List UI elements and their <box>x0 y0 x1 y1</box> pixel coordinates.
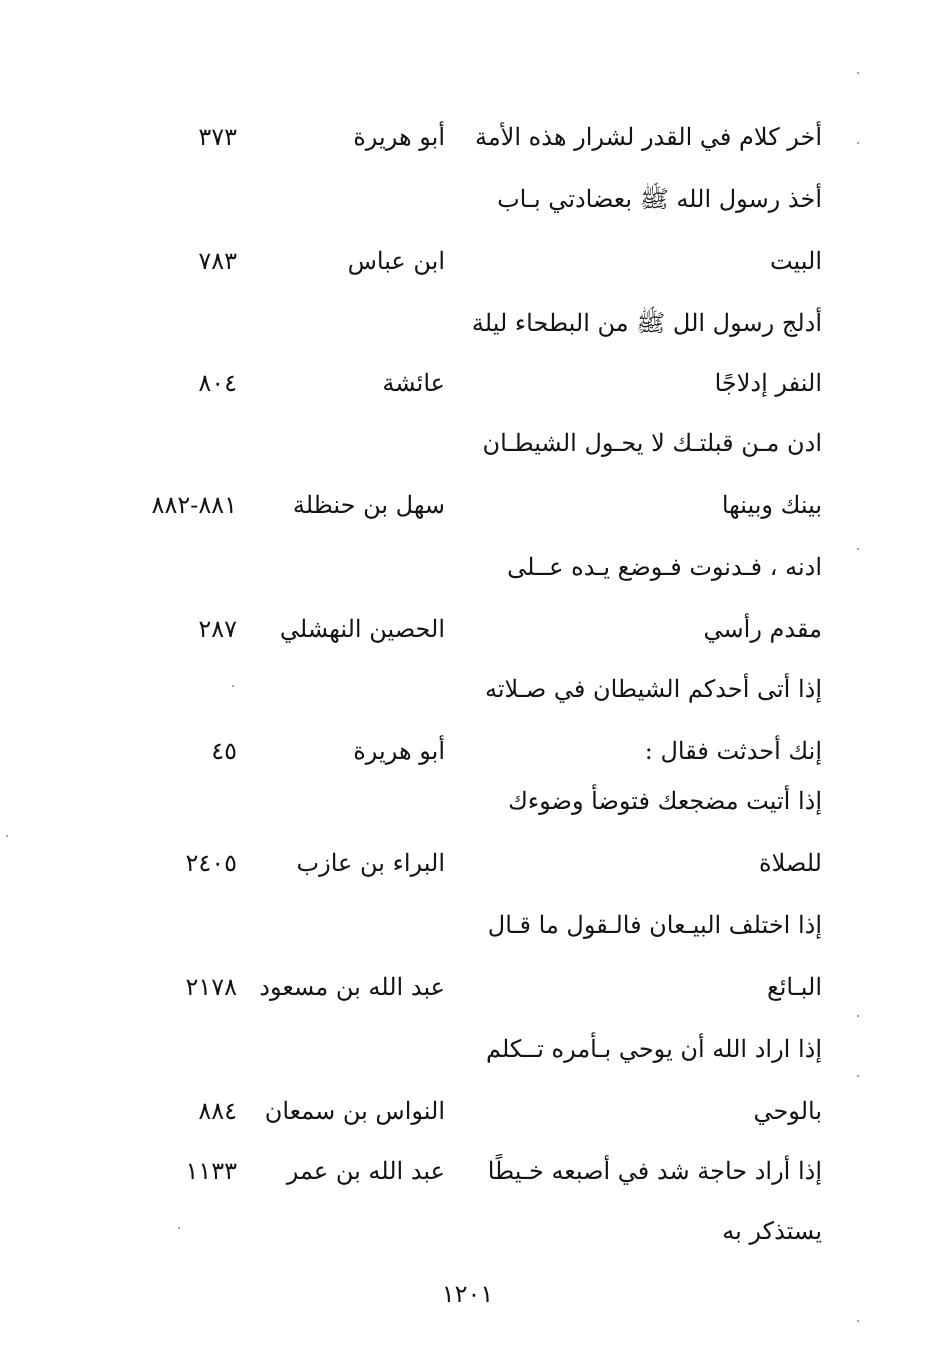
hadith-text: مقدم رأسي <box>703 615 822 643</box>
index-entry-line <box>0 832 935 894</box>
index-entry-line <box>0 106 935 168</box>
narrator-name: عبد الله بن عمر <box>286 1157 445 1185</box>
narrator-name <box>245 1200 445 1262</box>
narrator-name: أبو هريرة <box>353 123 445 151</box>
page-reference <box>112 1200 237 1262</box>
hadith-text: للصلاة <box>759 849 822 877</box>
narrator-name <box>245 292 445 354</box>
index-entry-line <box>0 1018 935 1080</box>
index-entry-line <box>0 1140 935 1202</box>
hadith-text: إنك أحدثت فقال : <box>644 737 822 765</box>
scan-speck <box>857 1320 859 1322</box>
narrator-name <box>245 894 445 956</box>
hadith-text: إذا أتيت مضجعك فتوضأ وضوءك <box>508 787 822 815</box>
page-reference <box>112 168 237 230</box>
index-entry-line <box>0 956 935 1018</box>
index-entry-line <box>0 770 935 832</box>
scan-speck <box>857 72 859 74</box>
index-entry-line <box>0 292 935 354</box>
page-reference: ١١٣٣ <box>185 1157 237 1185</box>
narrator-name <box>245 770 445 832</box>
page-reference <box>112 770 237 832</box>
hadith-text: إذا أتى أحدكم الشيطان في صـلاته <box>484 675 822 703</box>
page-reference: ٢١٧٨ <box>185 973 237 1001</box>
page-reference <box>112 412 237 474</box>
hadith-text: النفر إدلاجًا <box>714 369 822 397</box>
hadith-text: بينك وبينها <box>721 491 822 519</box>
scan-speck <box>178 1227 180 1229</box>
narrator-name: النواس بن سمعان <box>264 1097 445 1125</box>
hadith-text: أخر كلام في القدر لشرار هذه الأمة <box>474 123 822 151</box>
scan-speck <box>857 1075 859 1077</box>
hadith-text: إذا اختلف البيـعان فالـقول ما قـال <box>487 911 822 939</box>
index-entry-line <box>0 1200 935 1262</box>
narrator-name: البراء بن عازب <box>296 849 445 877</box>
page-reference <box>112 292 237 354</box>
page-reference: ٨٨٤ <box>198 1097 237 1125</box>
page-reference <box>112 894 237 956</box>
page-reference: ٤٥ <box>211 737 237 765</box>
hadith-text: أدلج رسول الل ﷺ من البطحاء ليلة <box>471 309 822 337</box>
hadith-text: البيت <box>769 247 822 275</box>
narrator-name <box>245 658 445 720</box>
narrator-name: عائشة <box>382 369 445 397</box>
hadith-text: ادن مـن قبلتـك لا يحـول الشيطـان <box>482 429 822 457</box>
index-entry-line <box>0 352 935 414</box>
narrator-name: ابن عباس <box>347 247 445 275</box>
narrator-name: أبو هريرة <box>353 737 445 765</box>
page-reference: ٢٤٠٥ <box>185 849 237 877</box>
page-reference <box>112 1018 237 1080</box>
page-reference: ٨٨١-٨٨٢ <box>151 491 237 519</box>
narrator-name <box>245 168 445 230</box>
index-entry-line <box>0 894 935 956</box>
narrator-name <box>245 1018 445 1080</box>
narrator-name: الحصين النهشلي <box>279 615 445 643</box>
page-reference: ٢٨٧ <box>198 615 237 643</box>
index-entry-line <box>0 230 935 292</box>
hadith-text: يستذكر به <box>722 1217 822 1245</box>
index-entry-line <box>0 658 935 720</box>
page-reference: ٣٧٣ <box>198 123 237 151</box>
narrator-name <box>245 536 445 598</box>
hadith-text: ادنه ، فـدنوت فـوضع يـده عــلى <box>507 553 822 581</box>
hadith-text: بالوحي <box>753 1097 822 1125</box>
index-entry-line <box>0 168 935 230</box>
page-number: ١٢٠١ <box>441 1280 494 1308</box>
scan-speck <box>857 1015 859 1017</box>
narrator-name: عبد الله بن مسعود <box>259 973 445 1001</box>
page-reference: ٨٠٤ <box>198 369 237 397</box>
scan-speck <box>6 835 8 837</box>
hadith-text: إذا اراد الله أن يوحي بـأمره تــكلم <box>485 1035 822 1063</box>
index-entry-line <box>0 1080 935 1142</box>
narrator-name: سهل بن حنظلة <box>292 491 445 519</box>
scan-speck <box>857 142 859 144</box>
hadith-text: أخذ رسول الله ﷺ بعضادتي بـاب <box>497 185 822 213</box>
index-entry-line <box>0 536 935 598</box>
page-reference <box>112 536 237 598</box>
page-reference <box>112 658 237 720</box>
scan-speck <box>232 685 234 687</box>
page-reference: ٧٨٣ <box>198 247 237 275</box>
hadith-text: البـائع <box>766 973 822 1001</box>
index-entry-line <box>0 412 935 474</box>
index-entry-line <box>0 598 935 660</box>
narrator-name <box>245 412 445 474</box>
index-entry-line <box>0 474 935 536</box>
hadith-text: إذا أراد حاجة شد في أصبعه خـيطًا <box>487 1157 822 1185</box>
scan-speck <box>857 548 859 550</box>
